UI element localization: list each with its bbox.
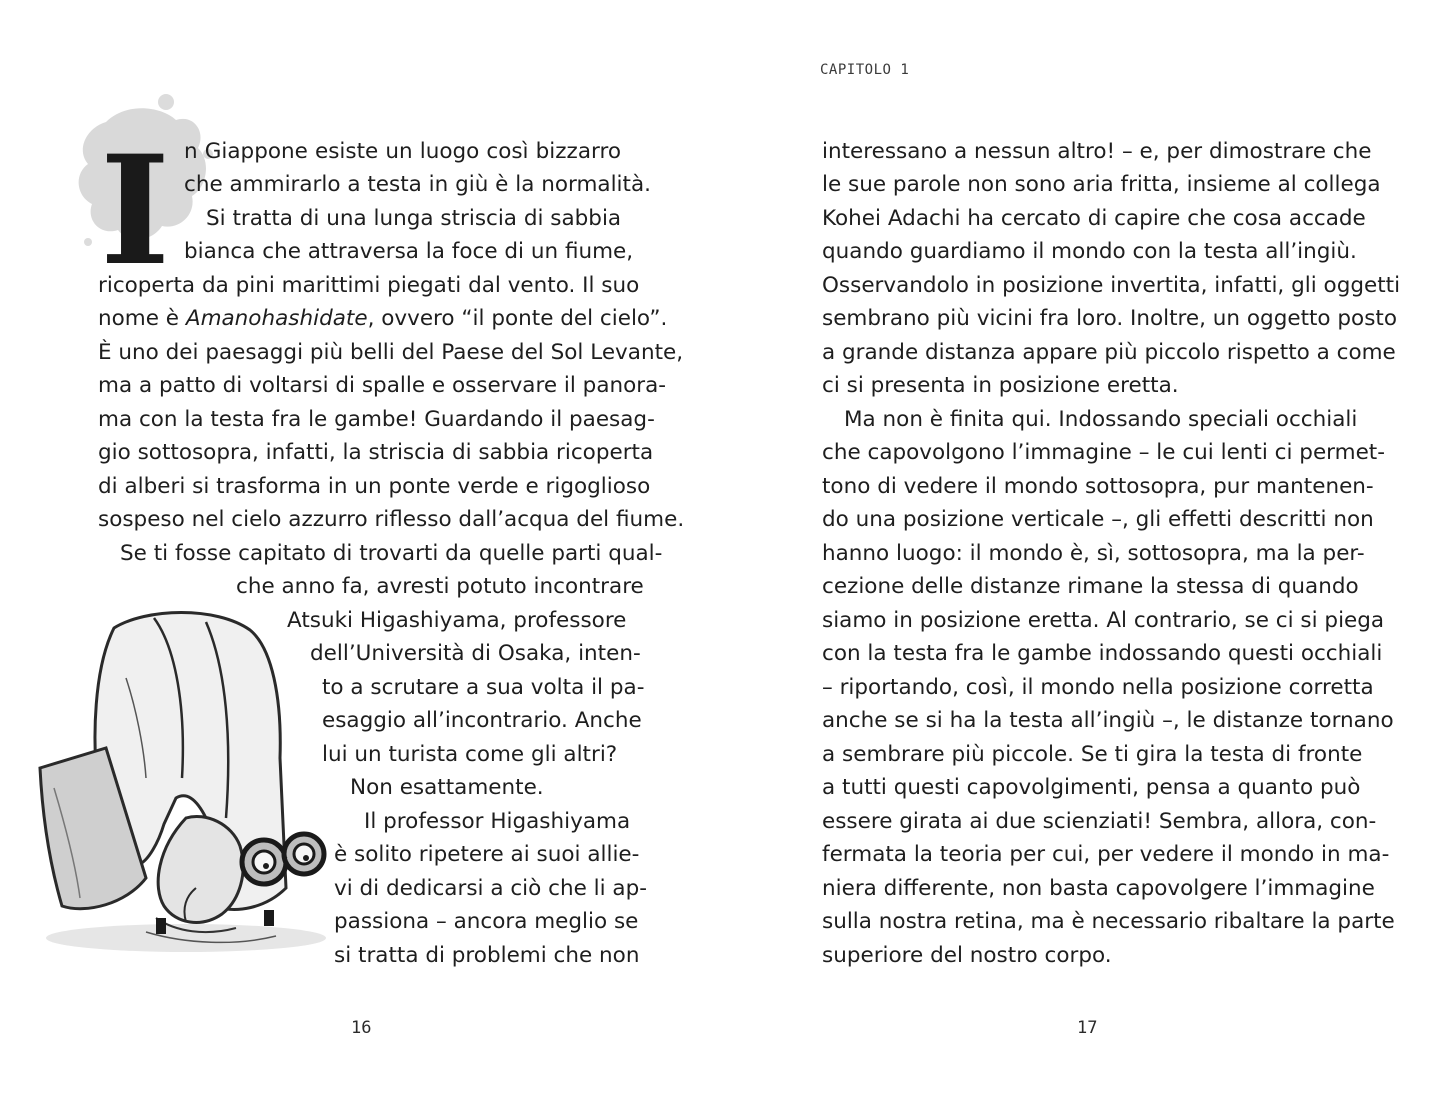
text-line: – riportando, così, il mondo nella posizione corretta: [822, 675, 1374, 700]
text-line: Si tratta di una lunga striscia di sabbia: [206, 206, 622, 231]
text-line: a grande distanza appare più piccolo rispetto a come: [822, 340, 1396, 365]
text-line: quando guardiamo il mondo con la testa all’ingiù.: [822, 239, 1357, 264]
text-line: ci si presenta in posizione eretta.: [822, 373, 1179, 398]
upside-down-scientist-illustration: [36, 588, 336, 958]
text-line: È uno dei paesaggi più belli del Paese del Sol Levante,: [98, 340, 684, 365]
running-head: CAPITOLO 1: [820, 62, 910, 78]
text-line: le sue parole non sono aria fritta, insieme al collega: [822, 172, 1381, 197]
text-line: [98, 302, 668, 336]
text-line: tono di vedere il mondo sottosopra, pur mantenen-: [822, 474, 1374, 499]
text-line: Atsuki Higashiyama, professore: [287, 608, 627, 633]
page-number: 17: [1077, 1018, 1098, 1038]
text-line: sospeso nel cielo azzurro riflesso dall’acqua del fiume.: [98, 507, 685, 532]
text-line: ma a patto di voltarsi di spalle e osservare il panora-: [98, 373, 667, 398]
text-line: gio sottosopra, infatti, la striscia di sabbia ricoperta: [98, 440, 654, 465]
text-line: fermata la teoria per cui, per vedere il mondo in ma-: [822, 842, 1390, 867]
text-line: è solito ripetere ai suoi allie-: [334, 842, 640, 867]
text-line: Osservandolo in posizione invertita, infatti, gli oggetti: [822, 273, 1401, 298]
text-line: ricoperta da pini marittimi piegati dal vento. Il suo: [98, 273, 640, 298]
text-line: dell’Università di Osaka, inten-: [310, 641, 641, 666]
right-page: [722, 0, 1445, 1104]
place-name: Amanohashidate: [185, 306, 368, 331]
text-line: passiona – ancora meglio se: [334, 909, 639, 934]
drop-cap-letter: I: [100, 123, 171, 299]
text-line: sulla nostra retina, ma è necessario ribaltare la parte: [822, 909, 1395, 934]
text-fragment: nome è: [98, 306, 186, 331]
text-line: a sembrare più piccole. Se ti gira la testa di fronte: [822, 742, 1363, 767]
text-line: esaggio all’incontrario. Anche: [322, 708, 642, 733]
text-line: do una posizione verticale –, gli effetti descritti non: [822, 507, 1374, 532]
text-line: siamo in posizione eretta. Al contrario, se ci si piega: [822, 608, 1385, 633]
text-line: vi di dedicarsi a ciò che li ap-: [334, 876, 647, 901]
text-line: a tutti questi capovolgimenti, pensa a quanto può: [822, 775, 1361, 800]
text-line: Kohei Adachi ha cercato di capire che cosa accade: [822, 206, 1366, 231]
text-line: cezione delle distanze rimane la stessa di quando: [822, 574, 1359, 599]
text-line: superiore del nostro corpo.: [822, 943, 1112, 968]
text-line: n Giappone esiste un luogo così bizzarro: [184, 139, 621, 164]
text-line: che ammirarlo a testa in giù è la normalità.: [184, 172, 651, 197]
text-fragment: , ovvero “il ponte del cielo”.: [367, 306, 668, 331]
page-number: 16: [351, 1018, 372, 1038]
text-line: si tratta di problemi che non: [334, 943, 640, 968]
text-line: ma con la testa fra le gambe! Guardando il paesag-: [98, 407, 655, 432]
text-line: Ma non è finita qui. Indossando speciali occhiali: [844, 407, 1358, 432]
text-line: to a scrutare a sua volta il pa-: [322, 675, 645, 700]
text-line: hanno luogo: il mondo è, sì, sottosopra, ma la per-: [822, 541, 1365, 566]
left-page: [0, 0, 722, 1104]
text-line: niera differente, non basta capovolgere l’immagine: [822, 876, 1375, 901]
text-line: sembrano più vicini fra loro. Inoltre, un oggetto posto: [822, 306, 1397, 331]
text-line: che anno fa, avresti potuto incontrare: [236, 574, 644, 599]
text-line: di alberi si trasforma in un ponte verde e rigoglioso: [98, 474, 651, 499]
text-line: con la testa fra le gambe indossando questi occhiali: [822, 641, 1383, 666]
text-line: essere girata ai due scienziati! Sembra, allora, con-: [822, 809, 1377, 834]
text-line: lui un turista come gli altri?: [322, 742, 618, 767]
text-line: bianca che attraversa la foce di un fiume,: [184, 239, 634, 264]
text-line: Il professor Higashiyama: [364, 809, 631, 834]
text-line: anche se si ha la testa all’ingiù –, le distanze tornano: [822, 708, 1394, 733]
text-line: interessano a nessun altro! – e, per dimostrare che: [822, 139, 1372, 164]
text-line: che capovolgono l’immagine – le cui lenti ci permet-: [822, 440, 1385, 465]
text-line: Se ti fosse capitato di trovarti da quelle parti qual-: [120, 541, 663, 566]
text-line: Non esattamente.: [350, 775, 544, 800]
